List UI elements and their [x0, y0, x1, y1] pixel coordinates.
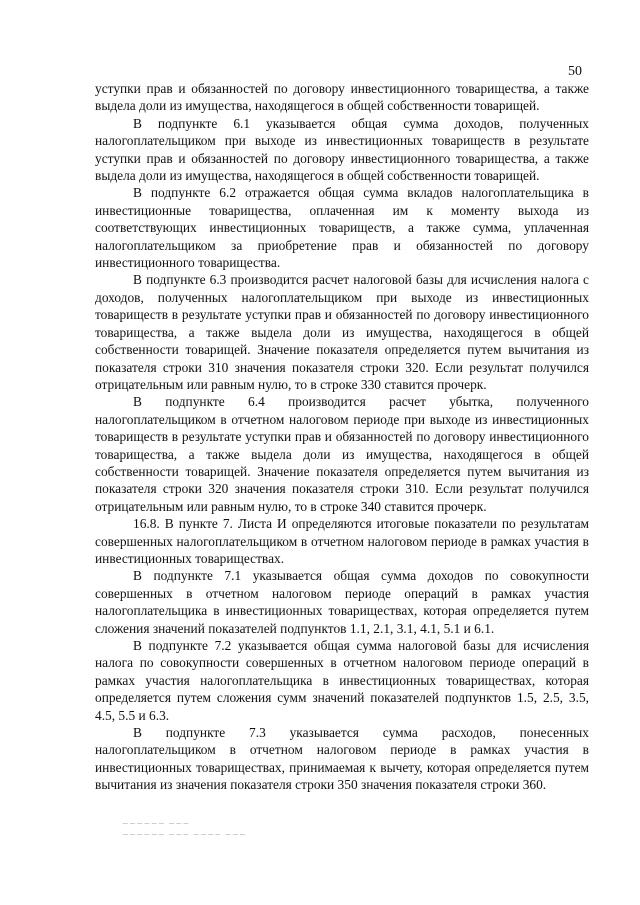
stamp-line-2: ~~~~~~ ~~~ ~~~~ ~~~ — [122, 830, 247, 839]
document-stamp — [122, 818, 246, 840]
paragraph-9: В подпункте 7.3 указывается сумма расходов, понесенных налогоплательщиком в отчетном налоговом периоде в рамках участия в инвестиционных товариществах, принимаемая к вычету, которая определяется путем вычитания из значения показателя строки 350 значения показателя строки 360. — [95, 725, 589, 793]
paragraph-7: В подпункте 7.1 указывается общая сумма доходов по совокупности совершенных в отчетном налоговом периоде операций в рамках участия налогоплательщика в инвестиционных товариществах, которая определяется путем сложения значений показателей подпунктов 1.1, 2.1, 3.1, 4.1, 5.1 и 6.1. — [95, 568, 589, 636]
paragraph-3: В подпункте 6.2 отражается общая сумма вкладов налогоплательщика в инвестиционные товарищества, оплаченная им к моменту выхода из соответствующих инвестиционных товариществ, а также сумма, уплаченная налогоплательщиком за приобретение прав и обязанностей по договору инвестиционного товарищества. — [95, 185, 589, 271]
paragraph-5: В подпункте 6.4 производится расчет убытка, полученного налогоплательщиком в отчетном налоговом периоде при выходе из инвестиционных товариществ в результате уступки прав и обязанностей по договору инвестиционного товарищества, а также выдела доли из имущества, находящегося в общей собственности товарищей. Значение показателя определяется путем вычитания из показателя строки 320 значения показателя строки 310. Если результат получился отрицательным или равным нулю, то в строке 340 ставится прочерк. — [95, 394, 589, 514]
document-body — [95, 80, 589, 794]
paragraph-6: 16.8. В пункте 7. Листа И определяются итоговые показатели по результатам совершенных налогоплательщиком в отчетном налоговом периоде в рамках участия в инвестиционных товариществах. — [95, 516, 589, 566]
paragraph-2: В подпункте 6.1 указывается общая сумма доходов, полученных налогоплательщиком при выходе из инвестиционных товариществ в результате уступки прав и обязанностей по договору инвестиционного товарищества, а также выдела доли из имущества, находящегося в общей собственности товарищей. — [95, 115, 589, 184]
paragraph-1: уступки прав и обязанностей по договору инвестиционного товарищества, а также выдела доли из имущества, находящегося в общей собственности товарищей. — [95, 81, 589, 114]
stamp-line-1: ~~~~~~ ~~~ — [122, 819, 190, 828]
paragraph-8: В подпункте 7.2 указывается общая сумма налоговой базы для исчисления налога по совокупности совершенных в отчетном налоговом периоде операций в рамках участия налогоплательщика в инвестиционных товариществах, которая определяется путем сложения сумм значений показателей подпунктов 1.5, 2.5, 3.5, 4.5, 5.5 и 6.3. — [95, 638, 589, 723]
paragraph-4: В подпункте 6.3 производится расчет налоговой базы для исчисления налога с доходов, полученных налогоплательщиком при выходе из инвестиционных товариществ в результате уступки прав и обязанностей по договору инвестиционного товарищества, а также выдела доли из имущества, находящегося в общей собственности товарищей. Значение показателя определяется путем вычитания из показателя строки 310 значения показателя строки 320. Если результат получился отрицательным или равным нулю, то в строке 330 ставится прочерк. — [95, 272, 589, 392]
page-number: 50 — [568, 64, 582, 79]
